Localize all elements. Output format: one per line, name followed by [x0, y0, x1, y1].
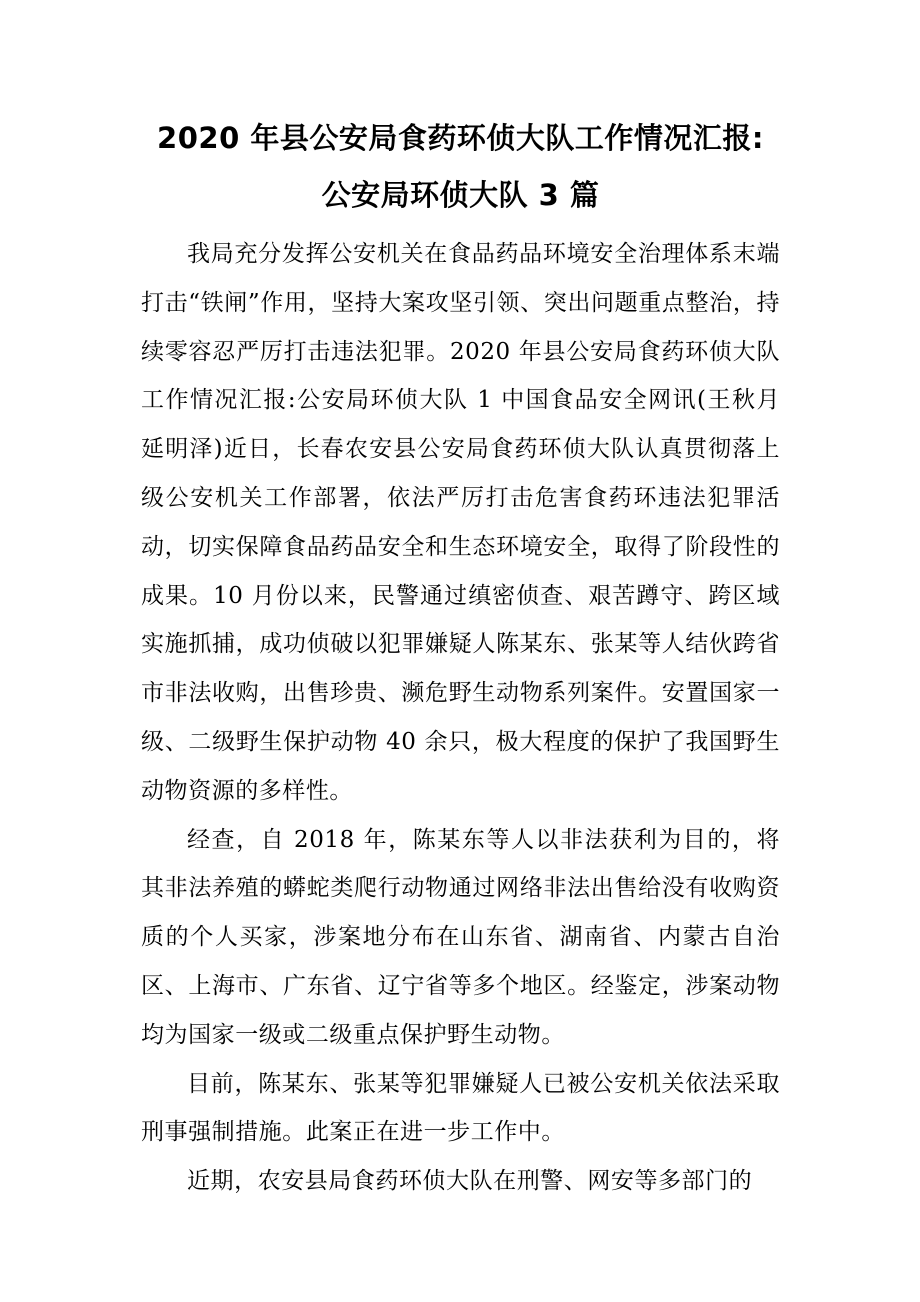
- title-line-1: 2020 年县公安局食药环侦大队工作情况汇报:: [157, 121, 764, 155]
- document-title: [141, 110, 780, 224]
- paragraph-4: 近期，农安县局食药环侦大队在刑警、网安等多部门的: [187, 1168, 753, 1195]
- paragraph-1: 我局充分发挥公安机关在食品药品环境安全治理体系末端打击“铁闸”作用，坚持大案攻坚引领、突出问题重点整治，持续零容忍严厉打击违法犯罪。2020 年县公安局食药环侦大队工作情况汇报:公安局环侦大队 1 中国食品安全网讯(王秋月 延明泽)近日，长春农安县公安局食药环侦大队认真贯彻落上级公安机关工作部署，依法严厉打击危害食药环违法犯罪活动，切实保障食品药品安全和生态环境安全，取得了阶段性的成果。10 月份以来，民警通过缜密侦查、艰苦蹲守、跨区域实施抓捕，成功侦破以犯罪嫌疑人陈某东、张某等人结伙跨省市非法收购，出售珍贵、濒危野生动物系列案件。安置国家一级、二级野生保护动物 40 余只，极大程度的保护了我国野生动物资源的多样性。: [141, 241, 804, 804]
- document-body: [141, 230, 804, 1206]
- title-line-2: 公安局环侦大队 3 篇: [321, 178, 600, 212]
- paragraph-2: 经查，自 2018 年，陈某东等人以非法获利为目的，将其非法养殖的蟒蛇类爬行动物通过网络非法出售给没有收购资质的个人买家，涉案地分布在山东省、湖南省、内蒙古自治区、上海市、广东省、辽宁省等多个地区。经鉴定，涉案动物均为国家一级或二级重点保护野生动物。: [141, 826, 780, 1048]
- paragraph-3: 目前，陈某东、张某等犯罪嫌疑人已被公安机关依法采取刑事强制措施。此案正在进一步工作中。: [141, 1070, 780, 1146]
